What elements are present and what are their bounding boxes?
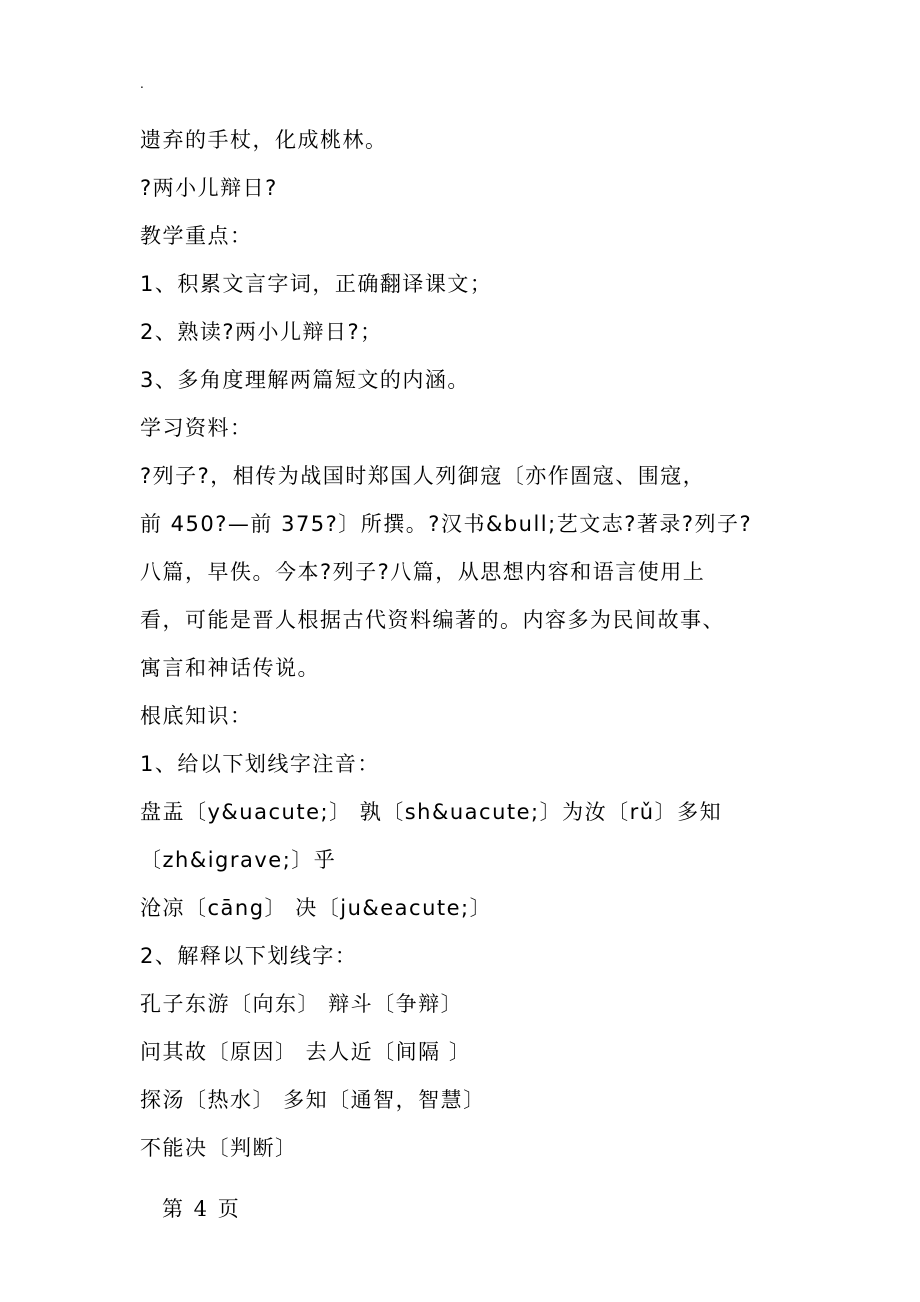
document-body [140, 116, 800, 1172]
text-line: 盘盂〔y&uacute;〕 孰〔sh&uacute;〕为汝〔rǔ〕多知 [140, 800, 723, 824]
list-item: 1、积累文言字词，正确翻译课文； [140, 272, 493, 296]
page-number: 第 4 页 [162, 1197, 241, 1221]
text-line: 探汤〔热水〕 多知〔通智，智慧〕 [140, 1088, 486, 1112]
section-title: ?两小儿辩日? [140, 176, 278, 200]
text-line: 〔zh&igrave;〕乎 [140, 848, 337, 872]
text-line: 前 450?—前 375?〕所撰。?汉书&bull;艺文志?著录?列子? [140, 512, 753, 536]
text-line: 看，可能是晋人根据古代资料编著的。内容多为民间故事、 [140, 608, 725, 632]
text-line: 问其故〔原因〕 去人近〔间隔 〕 [140, 1040, 472, 1064]
heading-basic-knowledge: 根底知识： [140, 704, 253, 728]
list-item: 1、给以下划线字注音： [140, 752, 380, 776]
text-line: 沧凉〔cāng〕 决〔ju&eacute;〕 [140, 896, 493, 920]
list-item: 2、熟读?两小儿辩日?； [140, 320, 383, 344]
list-item: 3、多角度理解两篇短文的内涵。 [140, 368, 470, 392]
text-line: 遗弃的手杖，化成桃林。 [140, 128, 388, 152]
text-line: 不能决〔判断〕 [140, 1136, 298, 1160]
header-dot: . [140, 77, 144, 91]
text-line: ?列子?，相传为战国时郑国人列御寇〔亦作圄寇、围寇， [140, 464, 706, 488]
text-line: 孔子东游〔向东〕 辩斗〔争辩〕 [140, 992, 464, 1016]
heading-study-materials: 学习资料： [140, 416, 253, 440]
text-line: 寓言和神话传说。 [140, 656, 320, 680]
text-line: 八篇，早佚。今本?列子?八篇，从思想内容和语言使用上 [140, 560, 706, 584]
list-item: 2、解释以下划线字： [140, 944, 358, 968]
heading-key-points: 教学重点： [140, 224, 253, 248]
